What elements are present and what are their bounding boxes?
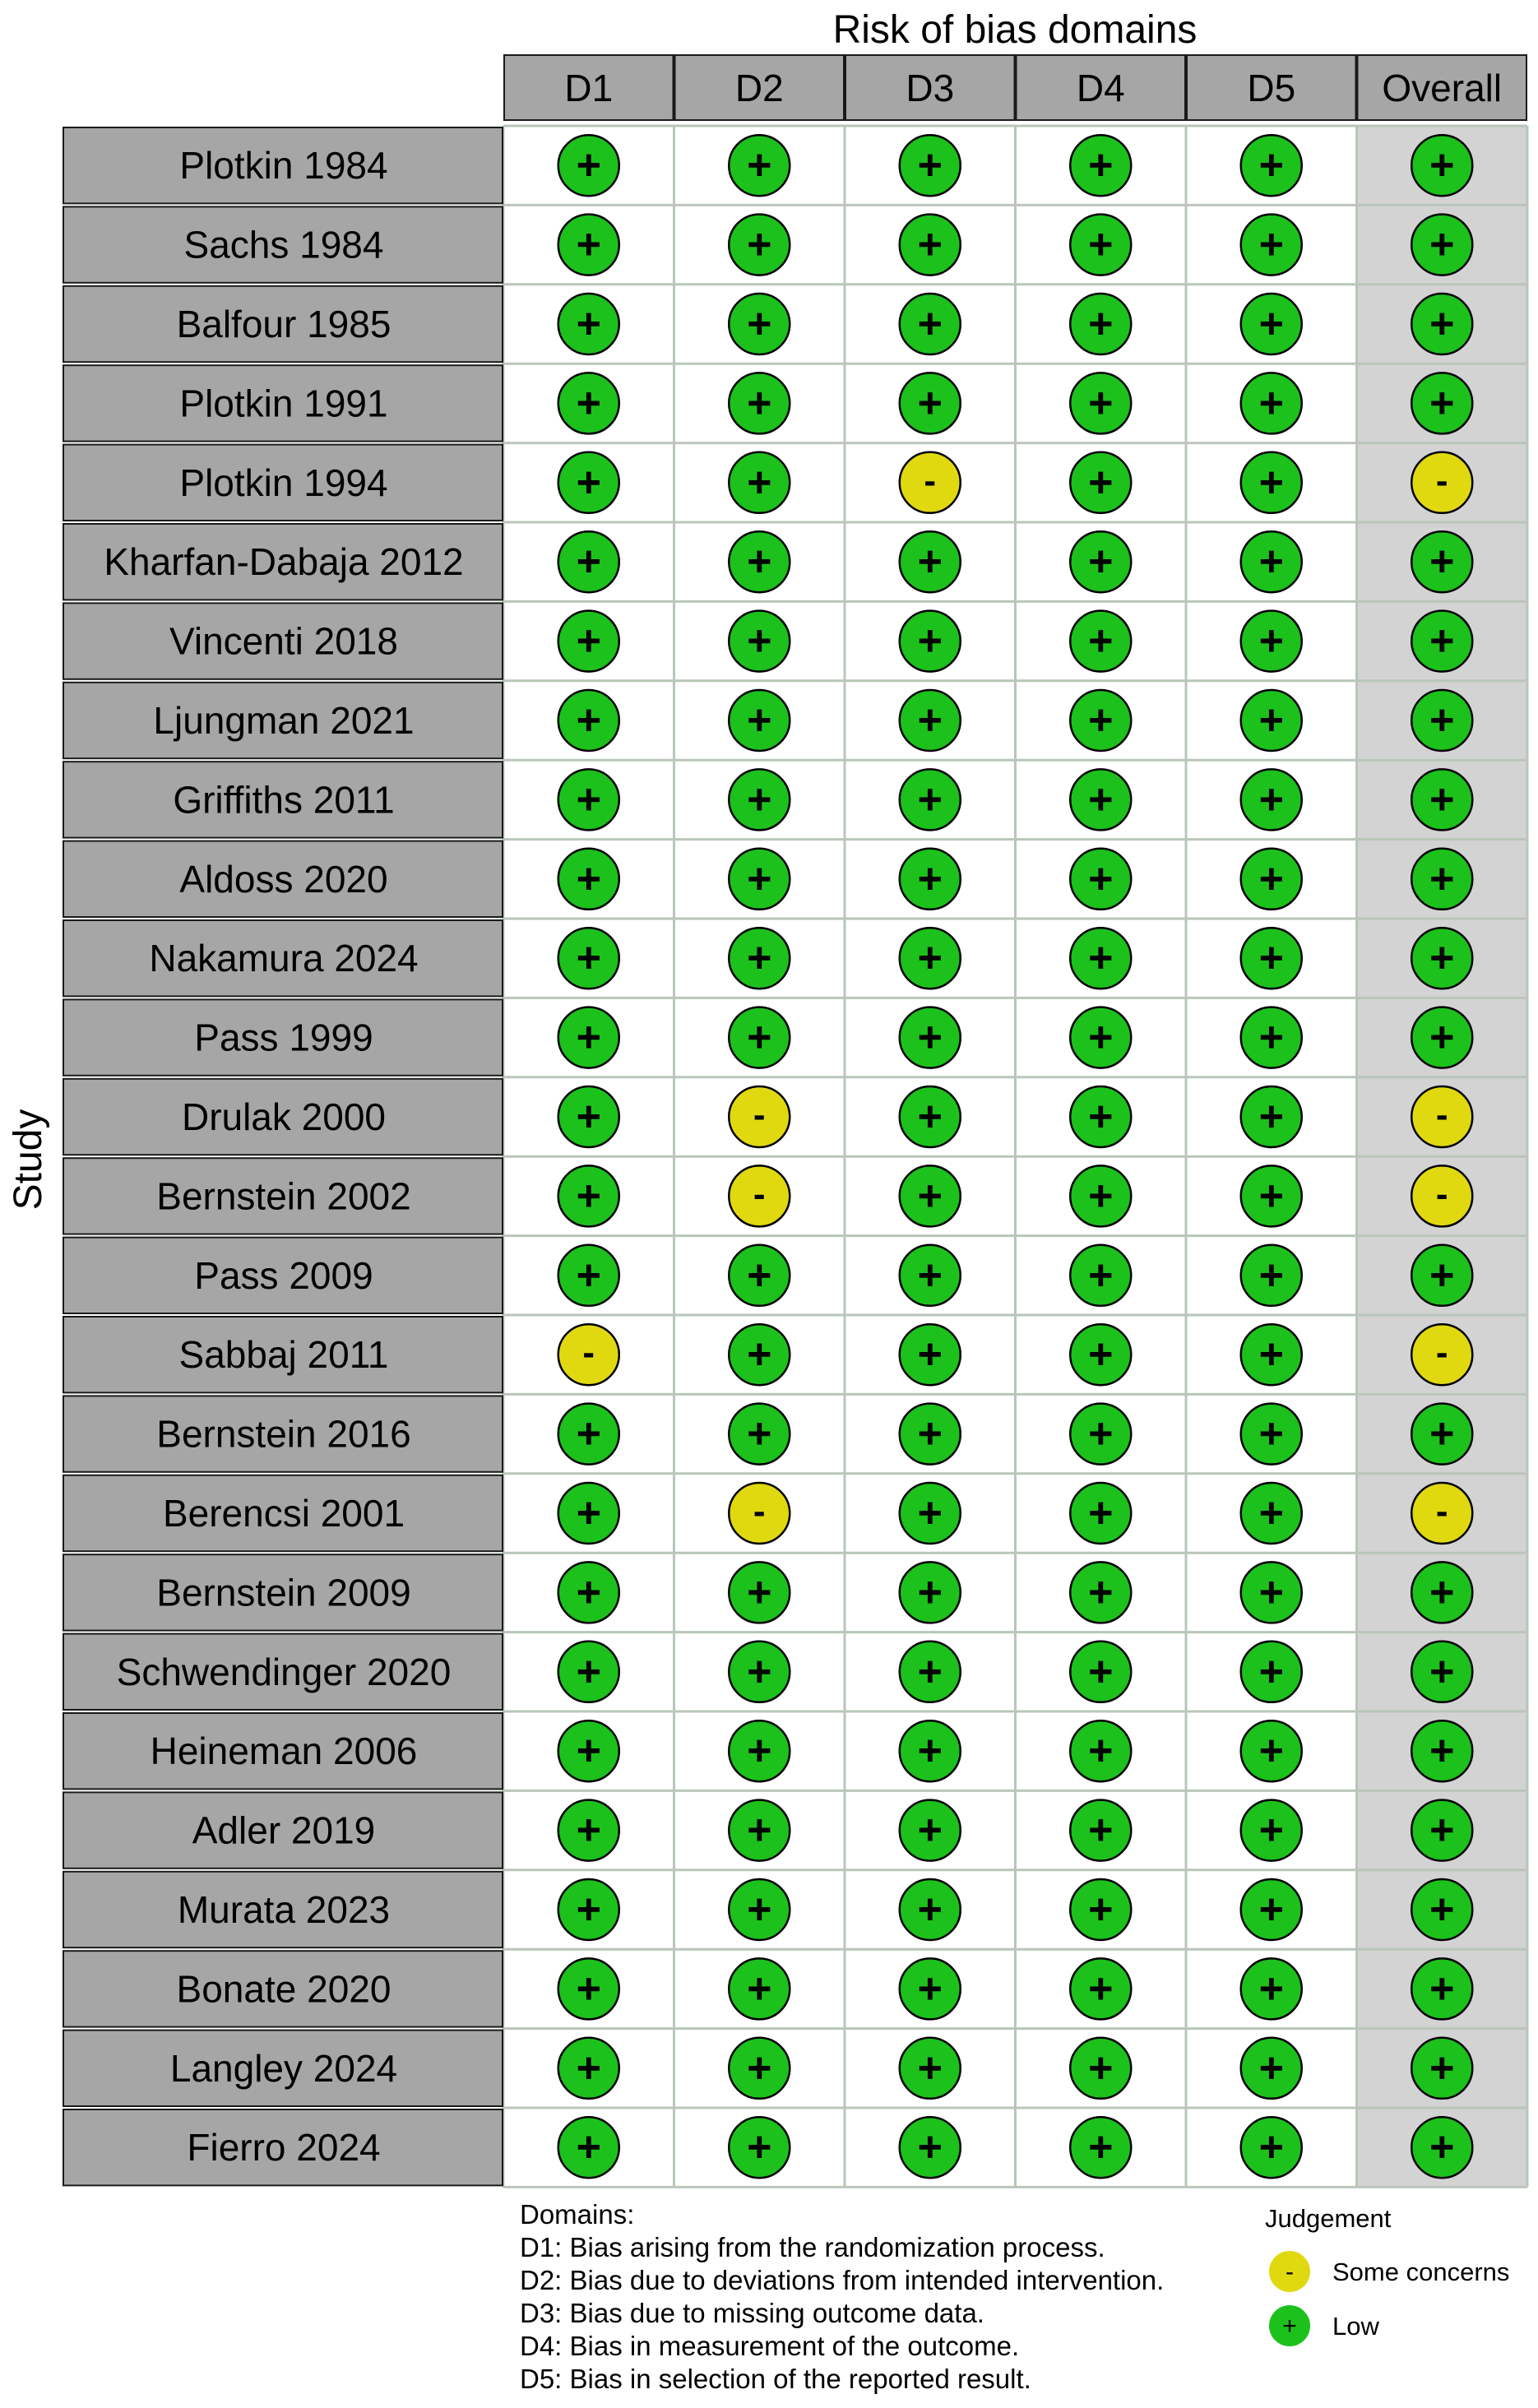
judgement-symbol: + — [917, 697, 943, 744]
judgement-symbol: + — [1258, 1647, 1284, 1696]
judgement-symbol: + — [917, 220, 943, 269]
judgement-symbol: + — [917, 300, 943, 348]
judgement-symbol: + — [1429, 1727, 1455, 1776]
judgement-symbol: + — [576, 538, 601, 586]
judgement-symbol: + — [576, 141, 601, 190]
judgement-symbol: + — [1088, 1013, 1114, 1062]
judgement-symbol: + — [747, 379, 772, 428]
judgement-symbol: + — [917, 2044, 943, 2092]
judgement-symbol: + — [1088, 934, 1114, 983]
judgement-symbol: - — [1435, 1095, 1448, 1135]
judgement-symbol: + — [1429, 2123, 1455, 2172]
judgement-symbol: + — [1088, 1251, 1114, 1299]
judgement-symbol: + — [1429, 697, 1455, 744]
judgement-symbol: + — [1088, 538, 1114, 586]
judgement-symbol: + — [1258, 300, 1284, 348]
judgement-symbol: + — [576, 2044, 601, 2092]
judgement-symbol: + — [576, 776, 601, 824]
judgement-symbol: + — [1258, 776, 1284, 824]
study-label: Bernstein 2002 — [156, 1174, 411, 1218]
judgement-symbol: + — [1088, 1886, 1114, 1933]
judgement-symbol: + — [917, 1568, 943, 1617]
judgement-symbol: + — [1088, 1568, 1114, 1617]
study-label: Bernstein 2016 — [156, 1412, 411, 1456]
judgement-symbol: + — [1088, 458, 1114, 507]
judgement-symbol: + — [1258, 379, 1284, 428]
judgement-symbol: + — [1088, 2123, 1114, 2172]
judgement-symbol: + — [1429, 1647, 1455, 1696]
judgement-symbol: + — [1258, 220, 1284, 269]
judgement-symbol: + — [917, 854, 943, 903]
judgement-symbol: + — [917, 2123, 943, 2172]
judgement-symbol: + — [1429, 934, 1455, 983]
judgement-symbol: + — [917, 1489, 943, 1537]
study-label: Plotkin 1994 — [179, 461, 388, 504]
judgement-symbol: + — [1429, 1410, 1455, 1458]
legend-symbol: + — [1282, 2313, 1297, 2340]
judgement-symbol: + — [917, 1727, 943, 1776]
study-label: Plotkin 1991 — [179, 382, 388, 425]
domain-description: D5: Bias in selection of the reported result. — [520, 2364, 1031, 2394]
judgement-symbol: + — [576, 1489, 601, 1537]
judgement-symbol: + — [1429, 1568, 1455, 1617]
study-label: Pass 2009 — [194, 1253, 373, 1297]
judgement-symbol: + — [917, 1251, 943, 1299]
judgement-symbol: + — [576, 300, 601, 348]
judgement-symbol: + — [1258, 1965, 1284, 2013]
judgement-symbol: + — [1429, 300, 1455, 348]
judgement-symbol: + — [576, 934, 601, 983]
judgement-symbol: + — [576, 1172, 601, 1220]
domain-description: D1: Bias arising from the randomization process. — [520, 2232, 1105, 2262]
judgement-symbol: + — [1429, 538, 1455, 586]
judgement-symbol: + — [576, 1251, 601, 1299]
chart-title: Risk of bias domains — [832, 8, 1198, 52]
judgement-symbol: + — [917, 538, 943, 586]
legend-symbol: - — [1286, 2258, 1294, 2285]
study-label: Murata 2023 — [177, 1888, 391, 1931]
study-label: Aldoss 2020 — [179, 857, 388, 901]
judgement-symbol: + — [1088, 379, 1114, 428]
y-axis-label: Study — [7, 1109, 50, 1211]
judgement-symbol: - — [753, 1174, 766, 1215]
judgement-symbol: + — [917, 1410, 943, 1458]
judgement-symbol: + — [917, 141, 943, 190]
legend-title: Judgement — [1265, 2204, 1392, 2233]
judgement-symbol: + — [917, 1886, 943, 1933]
judgement-symbol: + — [1258, 1489, 1284, 1537]
judgement-symbol: + — [576, 1965, 601, 2013]
judgement-symbol: + — [1258, 141, 1284, 190]
judgement-symbol: + — [917, 379, 943, 428]
judgement-symbol: + — [747, 141, 772, 190]
judgement-symbol: + — [576, 1568, 601, 1617]
judgement-symbol: + — [1429, 141, 1455, 190]
judgement-symbol: + — [747, 697, 772, 744]
judgement-symbol: + — [747, 300, 772, 348]
column-header-label: D2 — [734, 67, 784, 109]
domain-description: D2: Bias due to deviations from intended intervention. — [520, 2265, 1165, 2295]
judgement-symbol: + — [917, 1331, 943, 1379]
judgement-symbol: + — [1088, 1331, 1114, 1379]
judgement-symbol: + — [1429, 1965, 1455, 2013]
judgement-symbol: + — [1088, 776, 1114, 824]
judgement-symbol: + — [1429, 220, 1455, 269]
judgement-symbol: - — [753, 1491, 766, 1531]
study-label: Berencsi 2001 — [162, 1492, 405, 1535]
judgement-symbol: + — [917, 776, 943, 824]
judgement-symbol: + — [1258, 1568, 1284, 1617]
judgement-symbol: + — [1088, 1806, 1114, 1855]
judgement-symbol: + — [576, 2123, 601, 2172]
judgement-symbol: + — [1258, 1013, 1284, 1062]
judgement-symbol: + — [747, 220, 772, 269]
judgement-symbol: + — [747, 1013, 772, 1062]
study-label: Adler 2019 — [192, 1808, 376, 1852]
judgement-symbol: + — [747, 2123, 772, 2172]
judgement-symbol: + — [1429, 1013, 1455, 1062]
judgement-symbol: + — [1258, 1806, 1284, 1855]
judgement-symbol: + — [917, 617, 943, 665]
judgement-symbol: + — [917, 1647, 943, 1696]
study-label: Heineman 2006 — [150, 1730, 418, 1773]
judgement-symbol: + — [576, 617, 601, 665]
column-header-label: D4 — [1076, 67, 1125, 109]
domains-heading: Domains: — [520, 2199, 635, 2230]
judgement-symbol: + — [1258, 697, 1284, 744]
judgement-symbol: + — [1258, 458, 1284, 507]
judgement-symbol: + — [1258, 1331, 1284, 1379]
judgement-symbol: + — [747, 458, 772, 507]
judgement-symbol: + — [576, 379, 601, 428]
judgement-symbol: + — [1088, 2044, 1114, 2092]
judgement-symbol: + — [747, 2044, 772, 2092]
judgement-symbol: + — [747, 1965, 772, 2013]
judgement-symbol: + — [747, 1568, 772, 1617]
legend-label: Low — [1332, 2312, 1379, 2341]
column-header-label: Overall — [1382, 67, 1503, 109]
judgement-symbol: + — [1088, 1172, 1114, 1220]
judgement-symbol: + — [1088, 854, 1114, 903]
judgement-symbol: + — [1429, 854, 1455, 903]
study-label: Griffiths 2011 — [173, 778, 395, 822]
judgement-symbol: + — [747, 1410, 772, 1458]
judgement-symbol: + — [1258, 2044, 1284, 2092]
judgement-symbol: - — [753, 1095, 766, 1135]
judgement-symbol: + — [747, 1886, 772, 1933]
judgement-symbol: + — [747, 1647, 772, 1696]
domain-description: D3: Bias due to missing outcome data. — [520, 2298, 984, 2328]
study-label: Nakamura 2024 — [149, 937, 419, 980]
judgement-symbol: + — [1258, 1251, 1284, 1299]
judgement-symbol: + — [1429, 617, 1455, 665]
judgement-symbol: + — [576, 1093, 601, 1141]
judgement-symbol: + — [1429, 1251, 1455, 1299]
judgement-symbol: + — [917, 1806, 943, 1855]
judgement-symbol: + — [917, 1013, 943, 1062]
judgement-symbol: + — [747, 934, 772, 983]
domains-legend — [520, 2199, 1164, 2394]
study-label: Ljungman 2021 — [153, 699, 415, 742]
judgement-symbol: + — [1088, 1647, 1114, 1696]
judgement-symbol: - — [924, 460, 937, 501]
judgement-symbol: + — [576, 1886, 601, 1933]
judgement-symbol: + — [917, 1965, 943, 2013]
judgement-symbol: + — [747, 1251, 772, 1299]
judgement-symbol: + — [1088, 141, 1114, 190]
judgement-symbol: + — [747, 1331, 772, 1379]
judgement-symbol: + — [1258, 1093, 1284, 1141]
judgement-symbol: - — [1435, 460, 1448, 501]
study-label: Pass 1999 — [194, 1016, 373, 1059]
domain-description: D4: Bias in measurement of the outcome. — [520, 2331, 1020, 2361]
column-header-label: D1 — [564, 67, 614, 109]
study-label: Schwendinger 2020 — [116, 1650, 452, 1693]
judgement-symbol: + — [1429, 776, 1455, 824]
judgement-symbol: - — [582, 1332, 595, 1373]
study-label: Bernstein 2009 — [156, 1571, 411, 1614]
judgement-symbol: + — [1088, 697, 1114, 744]
judgement-symbol: + — [917, 934, 943, 983]
judgement-symbol: - — [1435, 1332, 1448, 1373]
judgement-symbol: + — [576, 1806, 601, 1855]
study-label: Balfour 1985 — [176, 303, 391, 345]
judgement-symbol: + — [747, 776, 772, 824]
study-label: Sachs 1984 — [183, 223, 384, 266]
grid-cells — [503, 126, 1527, 2187]
judgement-symbol: + — [1258, 617, 1284, 665]
study-label: Vincenti 2018 — [169, 619, 398, 663]
judgement-symbol: + — [1429, 1806, 1455, 1855]
study-label: Plotkin 1984 — [179, 144, 388, 188]
judgement-symbol: + — [576, 1013, 601, 1062]
judgement-symbol: + — [1088, 617, 1114, 665]
study-label: Fierro 2024 — [187, 2126, 381, 2170]
judgement-symbol: + — [1258, 854, 1284, 903]
judgement-symbol: + — [576, 458, 601, 507]
legend-label: Some concerns — [1332, 2258, 1510, 2286]
judgement-symbol: - — [1435, 1491, 1448, 1531]
judgement-symbol: + — [576, 697, 601, 744]
judgement-symbol: - — [1435, 1174, 1448, 1215]
study-label: Kharfan-Dabaja 2012 — [104, 540, 464, 584]
judgement-symbol: + — [1258, 934, 1284, 983]
judgement-symbol: + — [1258, 1727, 1284, 1776]
judgement-symbol: + — [747, 1806, 772, 1855]
judgement-symbol: + — [917, 1172, 943, 1220]
judgement-symbol: + — [747, 854, 772, 903]
judgement-symbol: + — [1429, 379, 1455, 428]
judgement-symbol: + — [576, 854, 601, 903]
judgement-symbol: + — [917, 1093, 943, 1141]
judgement-symbol: + — [576, 1727, 601, 1776]
judgement-symbol: + — [1088, 1489, 1114, 1537]
judgement-symbol: + — [1088, 1727, 1114, 1776]
study-label: Drulak 2000 — [181, 1095, 387, 1138]
judgement-symbol: + — [747, 1727, 772, 1776]
study-label: Bonate 2020 — [176, 1967, 391, 2011]
judgement-symbol: + — [747, 538, 772, 586]
column-header-label: D3 — [906, 67, 955, 109]
judgement-symbol: + — [1088, 220, 1114, 269]
column-headers — [504, 55, 1526, 120]
judgement-symbol: + — [1258, 538, 1284, 586]
study-label: Langley 2024 — [169, 2046, 398, 2090]
judgement-symbol: + — [1088, 300, 1114, 348]
judgement-symbol: + — [1258, 1886, 1284, 1933]
judgement-symbol: + — [576, 1410, 601, 1458]
judgement-symbol: + — [1258, 2123, 1284, 2172]
judgement-symbol: + — [1429, 2044, 1455, 2092]
column-header-label: D5 — [1247, 67, 1296, 109]
judgement-symbol: + — [747, 617, 772, 665]
judgement-symbol: + — [576, 220, 601, 269]
judgement-symbol: + — [1258, 1172, 1284, 1220]
judgement-symbol: + — [1088, 1965, 1114, 2013]
judgement-symbol: + — [1088, 1410, 1114, 1458]
judgement-symbol: + — [1088, 1093, 1114, 1141]
judgement-symbol: + — [1429, 1886, 1455, 1933]
judgement-legend — [1265, 2204, 1509, 2346]
study-label: Sabbaj 2011 — [178, 1333, 389, 1377]
judgement-symbol: + — [576, 1647, 601, 1696]
judgement-symbol: + — [1258, 1410, 1284, 1458]
